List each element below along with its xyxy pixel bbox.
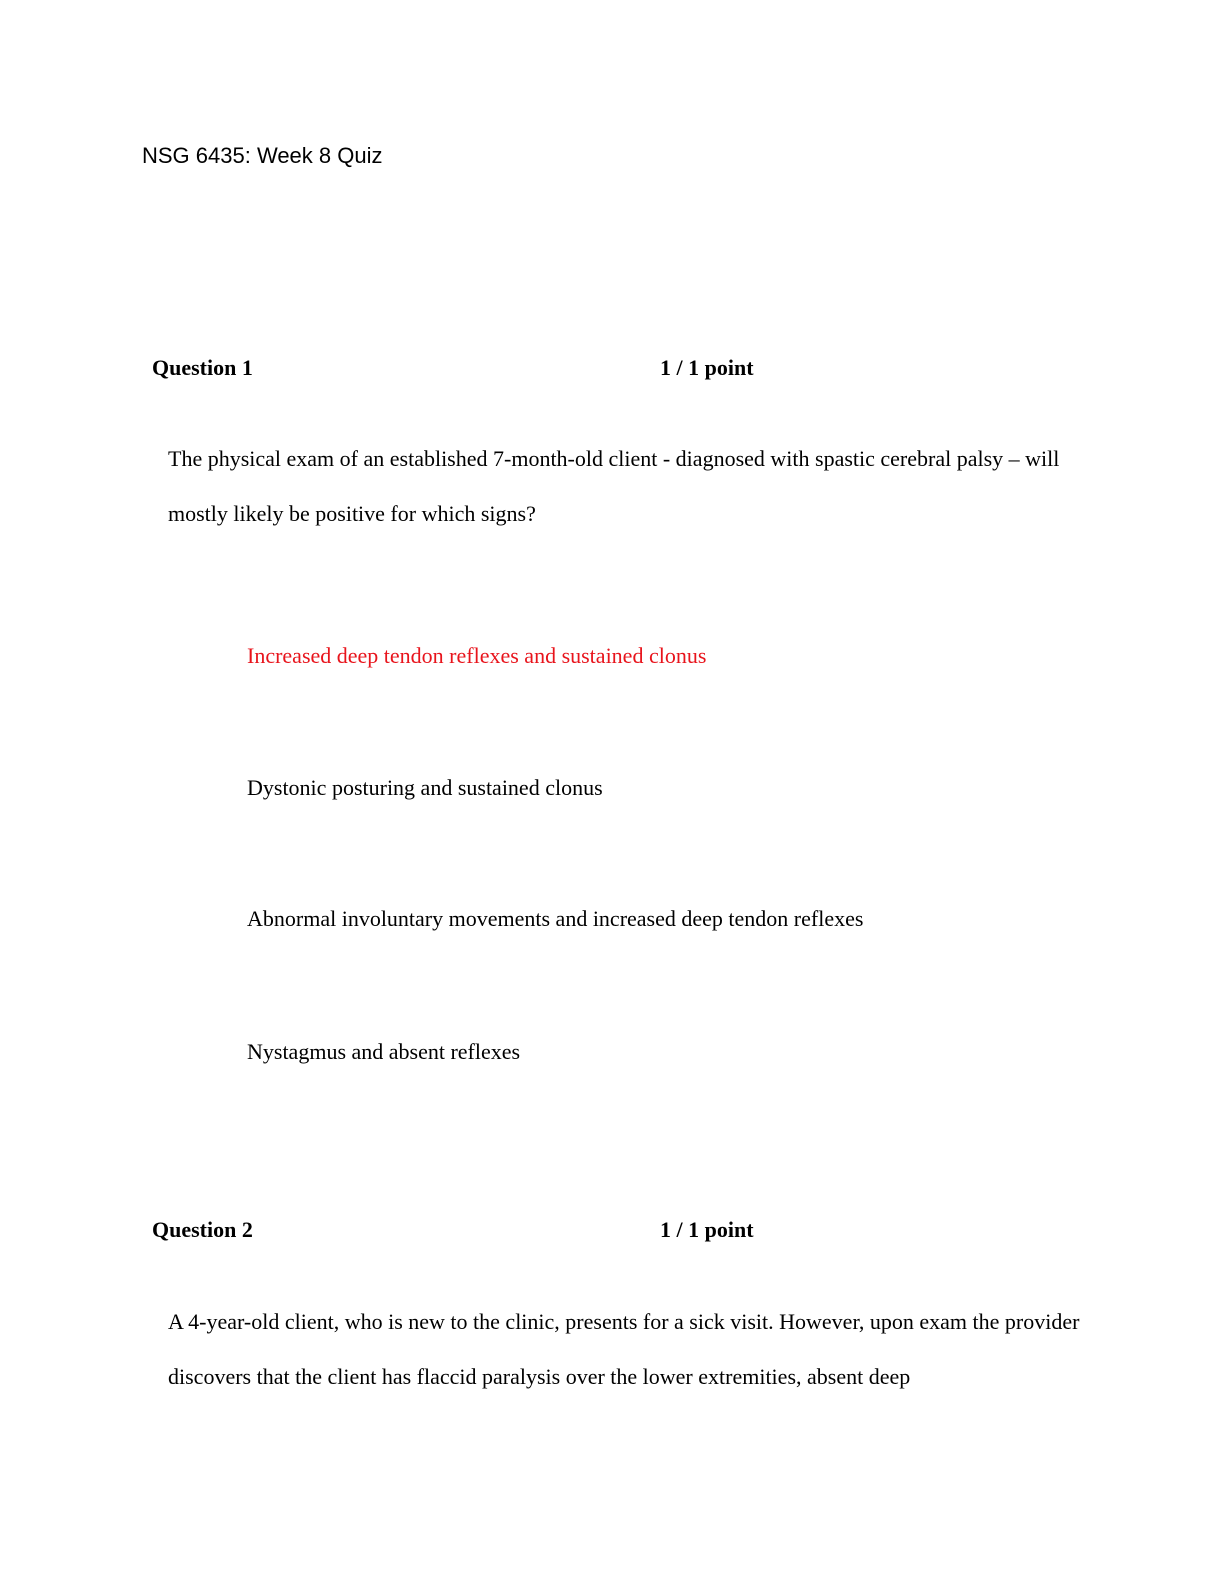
answer-option: Abnormal involuntary movements and increased deep tendon reflexes (247, 906, 864, 931)
question-text: A 4-year-old client, who is new to the clinic, presents for a sick visit. However, upon exam the provider discovers that the client has flaccid paralysis over the lower extremities, absent deep (168, 1309, 1080, 1389)
question-score: 1 / 1 point (660, 355, 754, 380)
answer-option: Dystonic posturing and sustained clonus (247, 775, 603, 800)
answer-option: Nystagmus and absent reflexes (247, 1039, 521, 1064)
question-label: Question 1 (152, 355, 253, 380)
document-title: NSG 6435: Week 8 Quiz (142, 143, 383, 168)
answer-option-correct: Increased deep tendon reflexes and sustained clonus (247, 643, 707, 668)
question-score: 1 / 1 point (660, 1217, 754, 1242)
question-text: The physical exam of an established 7-month-old client - diagnosed with spastic cerebral palsy – will mostly likely be positive for which signs? (168, 446, 1060, 526)
question-label: Question 2 (152, 1217, 253, 1242)
